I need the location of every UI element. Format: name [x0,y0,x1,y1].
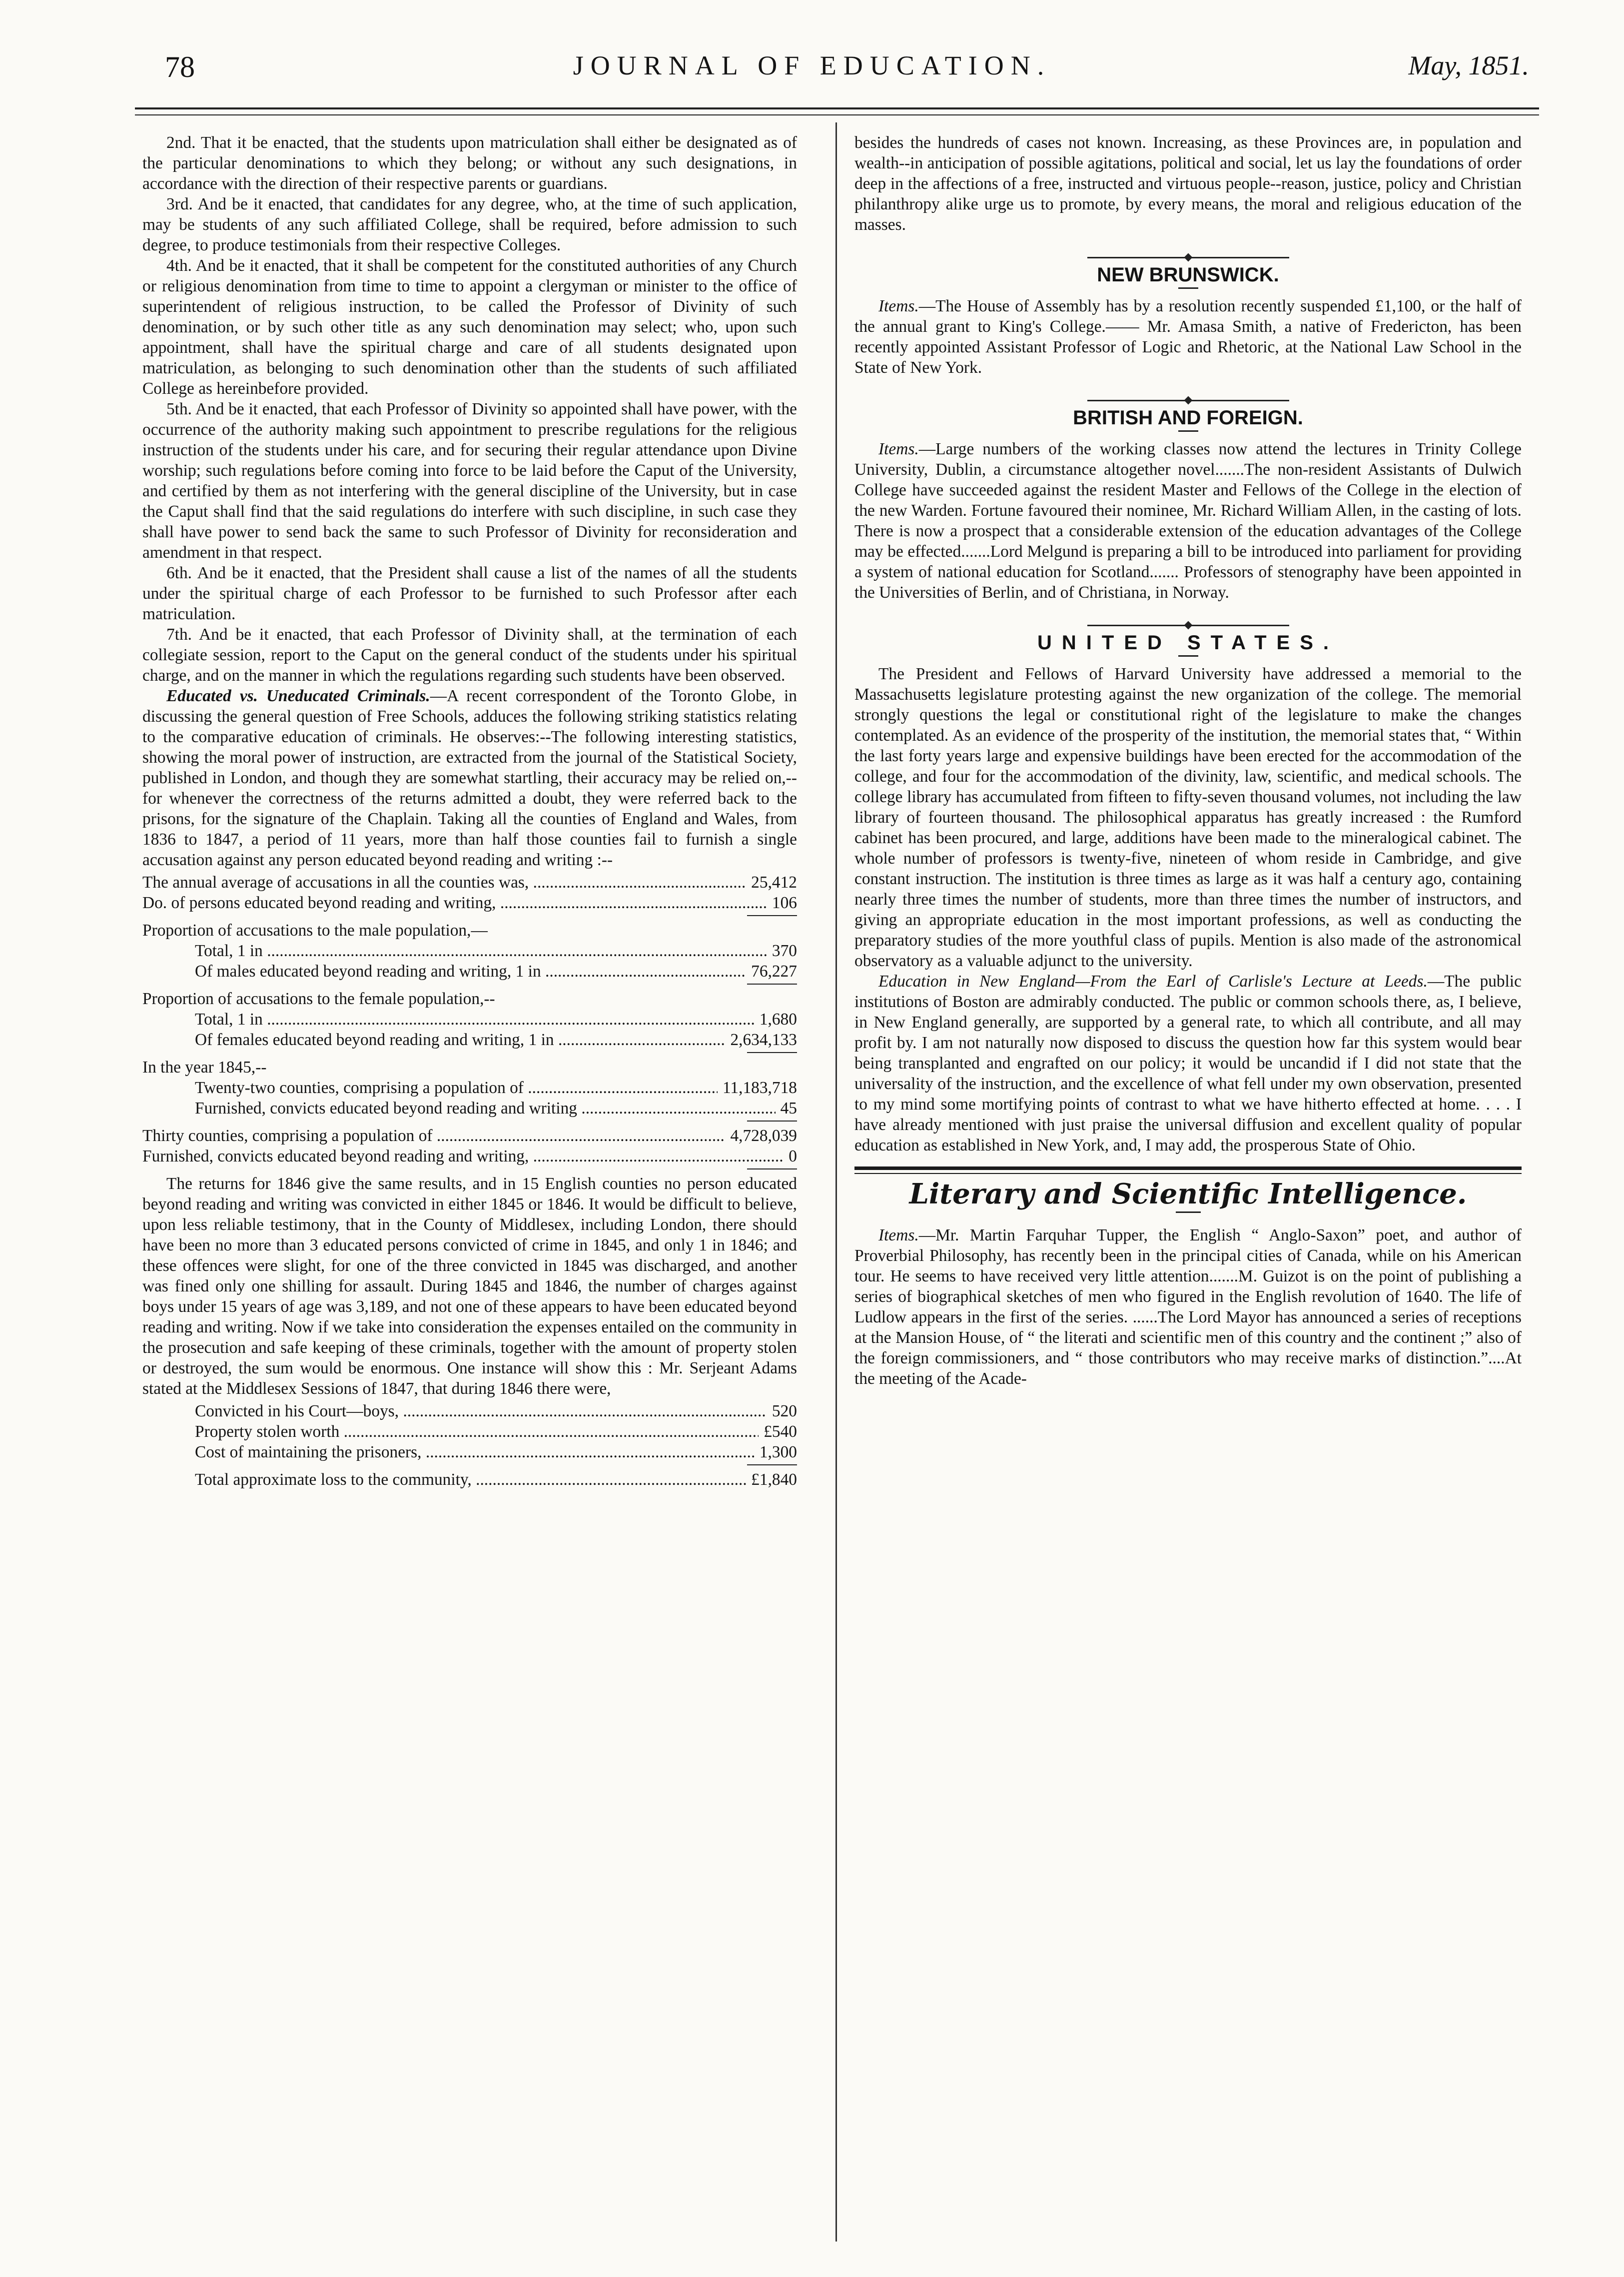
stat-row [142,1401,797,1421]
stat-rule [747,1168,797,1169]
right-column [854,132,1522,1389]
section-ornament [854,614,1522,629]
section-ornament [854,246,1522,261]
stat-row [142,872,797,893]
stat-label: Furnished, convicts educated beyond reading and writing, ..... [142,1146,784,1166]
stat-row [142,941,797,961]
stat-group-label: Proportion of accusations to the female population,-- [142,990,495,1008]
paragraph-6th: 6th. And be it enacted, that the President shall cause a list of the names of all the students under the spiritual charge of each Professor to be furnished to such Professor after each matriculation. [142,564,797,623]
stat-row [142,893,797,913]
stat-value: 1,300 [759,1443,797,1461]
stat-label: Convicted in his Court—boys, ..... [142,1401,767,1421]
stat-value: £540 [764,1422,797,1441]
stat-label: Of males educated beyond reading and writing, 1 in ..... [142,961,746,982]
heading-dash [1176,1211,1201,1213]
column-divider [835,122,837,2242]
stat-row [142,1078,797,1098]
section-ornament [854,389,1522,404]
stat-rule [747,1052,797,1053]
stat-value: 370 [772,942,797,960]
items-lead: Items. [878,1226,919,1244]
stat-row [142,961,797,982]
left-column [142,132,797,1492]
literary-body: —Mr. Martin Farquhar Tupper, the English “ Anglo-Saxon” poet, and author of Proverbial Philosophy, has recently been in the principal cities of Canada, while on his American tour. He seems to have received very little attention.......M. Guizot is on the point of publishing a series of biographical sketches of men who figured in the English revolution of 1640. The life of Ludlow appears in the first of the series. ......The Lord Mayor has announced a series of receptions at the Mansion House, of “ the literati and scientific men of this country and the continent ;” also of the foreign commissioners, and “ those contributors who may receive marks of distinction.”....At the meeting of the Acade- [854,1226,1522,1388]
stat-value: 45 [780,1099,797,1118]
stat-rule [747,984,797,985]
united-states-heading: UNITED STATES. [1037,632,1339,654]
stat-label: The annual average of accusations in all the counties was, ..... [142,872,746,893]
literary-scientific-heading: Literary and Scientific Intelligence. [909,1177,1467,1210]
issue-date: May, 1851. [1408,50,1529,80]
paragraph-3rd: 3rd. And be it enacted, that candidates for any degree, who, at the time of such application, may be students of any such affiliated College, shall be required, before admission to such degree, to produce testimonials from their respective Colleges. [142,195,797,254]
paragraph-2nd: 2nd. That it be enacted, that the students upon matriculation shall either be designated as of the particular denominations to which they belong; or without any such designations, in accordance with the direction of their respective parents or guardians. [142,133,797,193]
stat-row [142,1469,797,1490]
stat-value: 0 [789,1147,797,1165]
stat-row [142,1030,797,1050]
new-brunswick-heading: NEW BRUNSWICK. [1097,264,1279,286]
stat-row [142,1442,797,1462]
stat-value: 520 [772,1402,797,1420]
stat-row [142,1126,797,1146]
stat-label: Furnished, convicts educated beyond reading and writing ..... [142,1098,776,1119]
stat-label: Total approximate loss to the community, ..... [142,1469,746,1490]
stat-label: Cost of maintaining the prisoners, ..... [142,1442,755,1462]
british-foreign-body: —Large numbers of the working classes now attend the lectures in Trinity College University, Dublin, a circumstance altogether novel.......The non-resident Assistants of Dulwich College have succeeded against the resident Master and Fellows of the College in the election of the new Warden. Fortune favoured their nominee, Mr. Richard William Allen, in the casting of lots. There is now a prospect that a considerable extension of the education advantages of the College may be effected.......Lord Melgund is preparing a bill to be introduced into parliament for providing a system of national education for Scotland....... Professors of stenography have been appointed in the Universities of Berlin, and of Christiana, in Norway. [854,440,1522,602]
returns-paragraph: The returns for 1846 give the same results, and in 15 English counties no person educated beyond reading and writing was convicted in either 1845 or 1846. It would be difficult to believe, upon less reliable testimony, that in the County of Middlesex, including London, there should have been no more than 3 educated persons convicted of crime in 1845, and only 1 in 1846; and these offences were slight, for one of the three convicted in 1845 was discharged, and another was fined only one shilling for assault. During 1845 and 1846, the number of charges against boys under 15 years of age was 3,189, and not one of these appears to have been educated beyond reading and writing. Now if we take into consideration the expenses entailed on the community in the prosecution and safe keeping of these criminals, together with the amount of property stolen or destroyed, the sum would be enormous. One instance will show this : Mr. Serjeant Adams stated at the Middlesex Sessions of 1847, that during 1846 there were, [142,1174,797,1398]
cost-statistics [142,1401,797,1490]
header-rule-thin [135,114,1539,115]
new-brunswick-body: —The House of Assembly has by a resolution recently suspended £1,100, or the half of the annual grant to King's College.—— Mr. Amasa Smith, a native of Fredericton, has been recently appointed Assistant Professor of Logic and Rhetoric, at the National Law School in the State of New York. [854,297,1522,377]
continued-paragraph: besides the hundreds of cases not known. Increasing, as these Provinces are, in population and wealth--in anticipation of possible agitations, political and social, let us lay the foundations of order deep in the affections of a free, instructed and virtuous people--reason, justice, policy and Christian philanthropy alike urge us to promote, by every means, the moral and religious education of the masses. [854,133,1522,234]
items-lead: Items. [878,440,919,458]
stat-value: 1,680 [759,1010,797,1029]
stat-value: 11,183,718 [722,1079,797,1097]
criminals-article [142,686,797,870]
stat-label: Total, 1 in ..... [142,941,767,961]
stat-value: 2,634,133 [730,1031,797,1049]
page-number: 78 [165,50,195,83]
stat-label: Property stolen worth ..... [142,1421,759,1442]
british-foreign-heading: BRITISH AND FOREIGN. [1073,407,1303,429]
header-rule [135,107,1539,109]
stat-row [142,1146,797,1166]
harvard-paragraph: The President and Fellows of Harvard University have addressed a memorial to the Massachusetts legislature protesting against the new organization of the college. The memorial strongly questions the legal or constitutional right of the legislature to make the changes contemplated. As an evidence of the prosperity of the institution, the memorial states that, “ Within the last forty years large and expensive buildings have been erected for the accommodation of the college, and four for the accommodation of the divinity, law, scientific, and medical schools. The college library has accumulated from fifteen to fifty-seven thousand volumes, not including the law library of fourteen thousand. The philosophical apparatus has greatly increased : the Rumford cabinet has been procured, and large, additions have been made to the mineralogical cabinet. The whole number of professors is twenty-five, nineteen of whom reside in Cambridge, and give constant instruction. The institution is three times as large as it was half a century ago, containing nearly three times the number of students, more than three times the number of instructors, and giving an appropriate education in the most important professions, as well as conducting the preparatory studies of the more youthful class of pupils. Mention is also made of the astronomical observatory as a valuable adjunct to the university. [854,665,1522,970]
stat-row [142,1009,797,1030]
paragraph-7th: 7th. And be it enacted, that each Professor of Divinity shall, at the termination of each collegiate session, report to the Caput on the general conduct of the students under his spiritual charge, and on the manner in which the regulations regarding such students have been observed. [142,625,797,685]
paragraph-5th: 5th. And be it enacted, that each Professor of Divinity so appointed shall have power, with the occurrence of the authority making such appointment to prescribe regulations for the religious instruction of the students under his care, and for securing their regular attendance upon Divine worship; such regulations before coming into force to be laid before the Caput of the University, and certified by them as not interfering with the general discipline of the University, but in case the Caput shall find that the said regulations do interfere with such discipline, in such case they shall have power to send back the same to such Professor of Divinity for reconsideration and amendment in that respect. [142,400,797,562]
journal-title: JOURNAL OF EDUCATION. [573,50,1051,80]
stat-value: 106 [772,894,797,912]
heading-dash [1178,430,1198,432]
stat-label: Of females educated beyond reading and writing, 1 in ..... [142,1030,725,1050]
new-brunswick-items [854,296,1522,378]
paragraph-4th: 4th. And be it enacted, that it shall be competent for the constituted authorities of any Church or religious denomination from time to time to appoint a clergyman or minister to the office of superintendent of religious instruction, to be called the Professor of Divinity of such denomination, or by such other title as any such denomination may select; who, upon such appointment, shall have the spiritual charge and care of all students designated upon matriculation, as belonging to such denomination other than the students of such affiliated College as hereinbefore provided. [142,256,797,398]
stat-value: 4,728,039 [730,1127,797,1145]
items-lead: Items. [878,297,919,315]
stat-label: Total, 1 in ..... [142,1009,755,1030]
stat-value: £1,840 [751,1470,797,1489]
stat-group-label: In the year 1845,-- [142,1058,267,1077]
criminals-heading: Educated vs. Uneducated Criminals. [166,687,430,705]
new-england-paragraph [854,971,1522,1155]
heading-dash [1178,655,1198,657]
stat-rule [747,1121,797,1122]
stat-value: 25,412 [751,873,797,892]
page-header [0,30,1624,90]
section-rule-thin [854,1173,1522,1174]
stat-value: 76,227 [751,962,797,981]
heading-dash [1178,287,1198,289]
stat-label: Twenty-two counties, comprising a population of ..... [142,1078,718,1098]
stat-label: Do. of persons educated beyond reading and writing, ..... [142,893,767,913]
stat-label: Thirty counties, comprising a population of ..... [142,1126,725,1146]
stat-row [142,1098,797,1119]
accusation-statistics [142,872,797,1169]
stat-row [142,1421,797,1442]
new-england-body: —The public institutions of Boston are admirably conducted. The public or common schools there, as, I believe, in New England generally, are supported by a general rate, to which all contribute, and all may profit by. I am not naturally now disposed to discuss the question how far this system would bear being transplanted and engrafted on our policy; it would be uncandid if I did not state that the universality of the instruction, and the excellence of what fell under my own observation, presented to my mind some mortifying points of contrast to what we have hitherto effected at home. . . . I have already mentioned with just praise the universal diffusion and excellent quality of popular education as established in New York, and, I may add, the prosperous State of Ohio. [854,972,1522,1154]
new-england-heading: Education in New England—From the Earl of Carlisle's Lecture at Leeds. [878,972,1428,991]
criminals-body: —A recent correspondent of the Toronto Globe, in discussing the general question of Free Schools, adduces the following striking statistics relating to the comparative education of criminals. He observes:--The following interesting statistics, showing the moral power of instruction, are extracted from the journal of the Statistical Society, published in London, and though they are somewhat startling, their accuracy may be relied on,--for whenever the correctness of the returns admitted a doubt, they were referred back to the prisons, for the signature of the Chaplain. Taking all the counties of England and Wales, from 1836 to 1847, a period of 11 years, more than half those counties fail to furnish a single accusation against any person educated beyond reading and writing :-- [142,687,797,869]
british-foreign-items [854,439,1522,603]
literary-items [854,1225,1522,1389]
section-rule-thick [854,1166,1522,1170]
stat-rule [747,1464,797,1465]
stat-group-label: Proportion of accusations to the male population,— [142,921,488,940]
stat-rule [747,915,797,916]
